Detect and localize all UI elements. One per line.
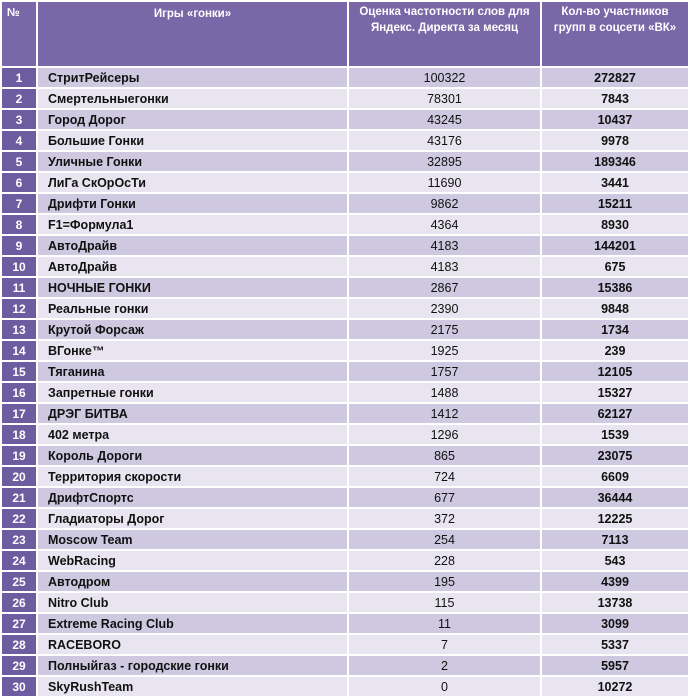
vk-members-value: 7843 (541, 88, 688, 109)
game-name: ВГонке™ (37, 340, 348, 361)
frequency-value: 9862 (348, 193, 541, 214)
row-number: 24 (1, 550, 37, 571)
table-row (1, 634, 688, 655)
table-row (1, 403, 688, 424)
vk-members-value: 4399 (541, 571, 688, 592)
vk-members-value: 239 (541, 340, 688, 361)
table-body (1, 67, 688, 697)
game-name: АвтоДрайв (37, 256, 348, 277)
table-row (1, 151, 688, 172)
frequency-value: 2175 (348, 319, 541, 340)
game-name: СтритРейсеры (37, 67, 348, 88)
frequency-value: 228 (348, 550, 541, 571)
game-name: Автодром (37, 571, 348, 592)
row-number: 21 (1, 487, 37, 508)
header-games: Игры «гонки» (37, 1, 348, 67)
vk-members-value: 272827 (541, 67, 688, 88)
frequency-value: 677 (348, 487, 541, 508)
table-row (1, 277, 688, 298)
header-vk-members: Кол-во участников групп в соцсети «ВК» (541, 1, 688, 67)
vk-members-value: 3441 (541, 172, 688, 193)
table-row (1, 592, 688, 613)
vk-members-value: 9978 (541, 130, 688, 151)
table-row (1, 235, 688, 256)
table-row (1, 676, 688, 697)
row-number: 17 (1, 403, 37, 424)
row-number: 19 (1, 445, 37, 466)
table-row (1, 361, 688, 382)
frequency-value: 1488 (348, 382, 541, 403)
frequency-value: 1296 (348, 424, 541, 445)
table-row (1, 172, 688, 193)
frequency-value: 2867 (348, 277, 541, 298)
frequency-value: 7 (348, 634, 541, 655)
row-number: 4 (1, 130, 37, 151)
game-name: Дрифти Гонки (37, 193, 348, 214)
header-row (1, 1, 688, 67)
game-name: Полныйгаз - городские гонки (37, 655, 348, 676)
game-name: F1=Формула1 (37, 214, 348, 235)
header-frequency: Оценка частотности слов для Яндекс. Директа за месяц (348, 1, 541, 67)
table-row (1, 130, 688, 151)
game-name: Запретные гонки (37, 382, 348, 403)
row-number: 16 (1, 382, 37, 403)
frequency-value: 2 (348, 655, 541, 676)
frequency-value: 11 (348, 613, 541, 634)
table-row (1, 655, 688, 676)
game-name: АвтоДрайв (37, 235, 348, 256)
vk-members-value: 3099 (541, 613, 688, 634)
vk-members-value: 1734 (541, 319, 688, 340)
row-number: 22 (1, 508, 37, 529)
row-number: 9 (1, 235, 37, 256)
vk-members-value: 62127 (541, 403, 688, 424)
table-row (1, 508, 688, 529)
game-name: Уличные Гонки (37, 151, 348, 172)
row-number: 29 (1, 655, 37, 676)
row-number: 18 (1, 424, 37, 445)
row-number: 14 (1, 340, 37, 361)
game-name: Город Дорог (37, 109, 348, 130)
frequency-value: 11690 (348, 172, 541, 193)
vk-members-value: 15327 (541, 382, 688, 403)
row-number: 8 (1, 214, 37, 235)
frequency-value: 724 (348, 466, 541, 487)
table-row (1, 487, 688, 508)
game-name: RACEBORO (37, 634, 348, 655)
row-number: 10 (1, 256, 37, 277)
row-number: 6 (1, 172, 37, 193)
table-row (1, 445, 688, 466)
frequency-value: 43176 (348, 130, 541, 151)
vk-members-value: 10437 (541, 109, 688, 130)
game-name: SkyRushTeam (37, 676, 348, 697)
table-row (1, 571, 688, 592)
row-number: 2 (1, 88, 37, 109)
vk-members-value: 189346 (541, 151, 688, 172)
row-number: 23 (1, 529, 37, 550)
game-name: Большие Гонки (37, 130, 348, 151)
row-number: 28 (1, 634, 37, 655)
vk-members-value: 1539 (541, 424, 688, 445)
frequency-value: 78301 (348, 88, 541, 109)
game-name: 402 метра (37, 424, 348, 445)
table-row (1, 193, 688, 214)
row-number: 7 (1, 193, 37, 214)
row-number: 11 (1, 277, 37, 298)
vk-members-value: 12105 (541, 361, 688, 382)
table-row (1, 319, 688, 340)
frequency-value: 0 (348, 676, 541, 697)
game-name: Тяганина (37, 361, 348, 382)
game-name: Гладиаторы Дорог (37, 508, 348, 529)
table-row (1, 67, 688, 88)
frequency-value: 1412 (348, 403, 541, 424)
vk-members-value: 5337 (541, 634, 688, 655)
vk-members-value: 7113 (541, 529, 688, 550)
table-row (1, 529, 688, 550)
row-number: 20 (1, 466, 37, 487)
row-number: 1 (1, 67, 37, 88)
frequency-value: 4183 (348, 256, 541, 277)
game-name: Король Дороги (37, 445, 348, 466)
frequency-value: 4183 (348, 235, 541, 256)
table-row (1, 256, 688, 277)
vk-members-value: 6609 (541, 466, 688, 487)
game-name: Nitro Club (37, 592, 348, 613)
frequency-value: 254 (348, 529, 541, 550)
vk-members-value: 543 (541, 550, 688, 571)
vk-members-value: 675 (541, 256, 688, 277)
game-name: Крутой Форсаж (37, 319, 348, 340)
frequency-value: 865 (348, 445, 541, 466)
table-row (1, 340, 688, 361)
table-row (1, 298, 688, 319)
frequency-value: 1925 (348, 340, 541, 361)
table-row (1, 214, 688, 235)
vk-members-value: 9848 (541, 298, 688, 319)
game-name: WebRacing (37, 550, 348, 571)
table-row (1, 109, 688, 130)
header-num: № (1, 1, 37, 67)
vk-members-value: 15386 (541, 277, 688, 298)
table-row (1, 88, 688, 109)
frequency-value: 2390 (348, 298, 541, 319)
game-name: Реальные гонки (37, 298, 348, 319)
row-number: 30 (1, 676, 37, 697)
table-row (1, 382, 688, 403)
row-number: 15 (1, 361, 37, 382)
row-number: 27 (1, 613, 37, 634)
frequency-value: 372 (348, 508, 541, 529)
frequency-value: 4364 (348, 214, 541, 235)
vk-members-value: 12225 (541, 508, 688, 529)
table-row (1, 550, 688, 571)
frequency-value: 43245 (348, 109, 541, 130)
vk-members-value: 13738 (541, 592, 688, 613)
vk-members-value: 15211 (541, 193, 688, 214)
game-name: Смертельныегонки (37, 88, 348, 109)
vk-members-value: 5957 (541, 655, 688, 676)
frequency-value: 115 (348, 592, 541, 613)
game-name: ДРЭГ БИТВА (37, 403, 348, 424)
frequency-value: 32895 (348, 151, 541, 172)
vk-members-value: 8930 (541, 214, 688, 235)
row-number: 5 (1, 151, 37, 172)
game-name: Extreme Racing Club (37, 613, 348, 634)
game-name: Территория скорости (37, 466, 348, 487)
row-number: 25 (1, 571, 37, 592)
table-row (1, 613, 688, 634)
frequency-value: 195 (348, 571, 541, 592)
vk-members-value: 10272 (541, 676, 688, 697)
frequency-value: 1757 (348, 361, 541, 382)
table-row (1, 466, 688, 487)
game-name: ЛиГа СкОрОсТи (37, 172, 348, 193)
vk-members-value: 36444 (541, 487, 688, 508)
row-number: 12 (1, 298, 37, 319)
vk-members-value: 23075 (541, 445, 688, 466)
game-name: Moscow Team (37, 529, 348, 550)
row-number: 26 (1, 592, 37, 613)
game-name: ДрифтСпортс (37, 487, 348, 508)
frequency-value: 100322 (348, 67, 541, 88)
game-name: НОЧНЫЕ ГОНКИ (37, 277, 348, 298)
table-row (1, 424, 688, 445)
vk-members-value: 144201 (541, 235, 688, 256)
row-number: 13 (1, 319, 37, 340)
row-number: 3 (1, 109, 37, 130)
